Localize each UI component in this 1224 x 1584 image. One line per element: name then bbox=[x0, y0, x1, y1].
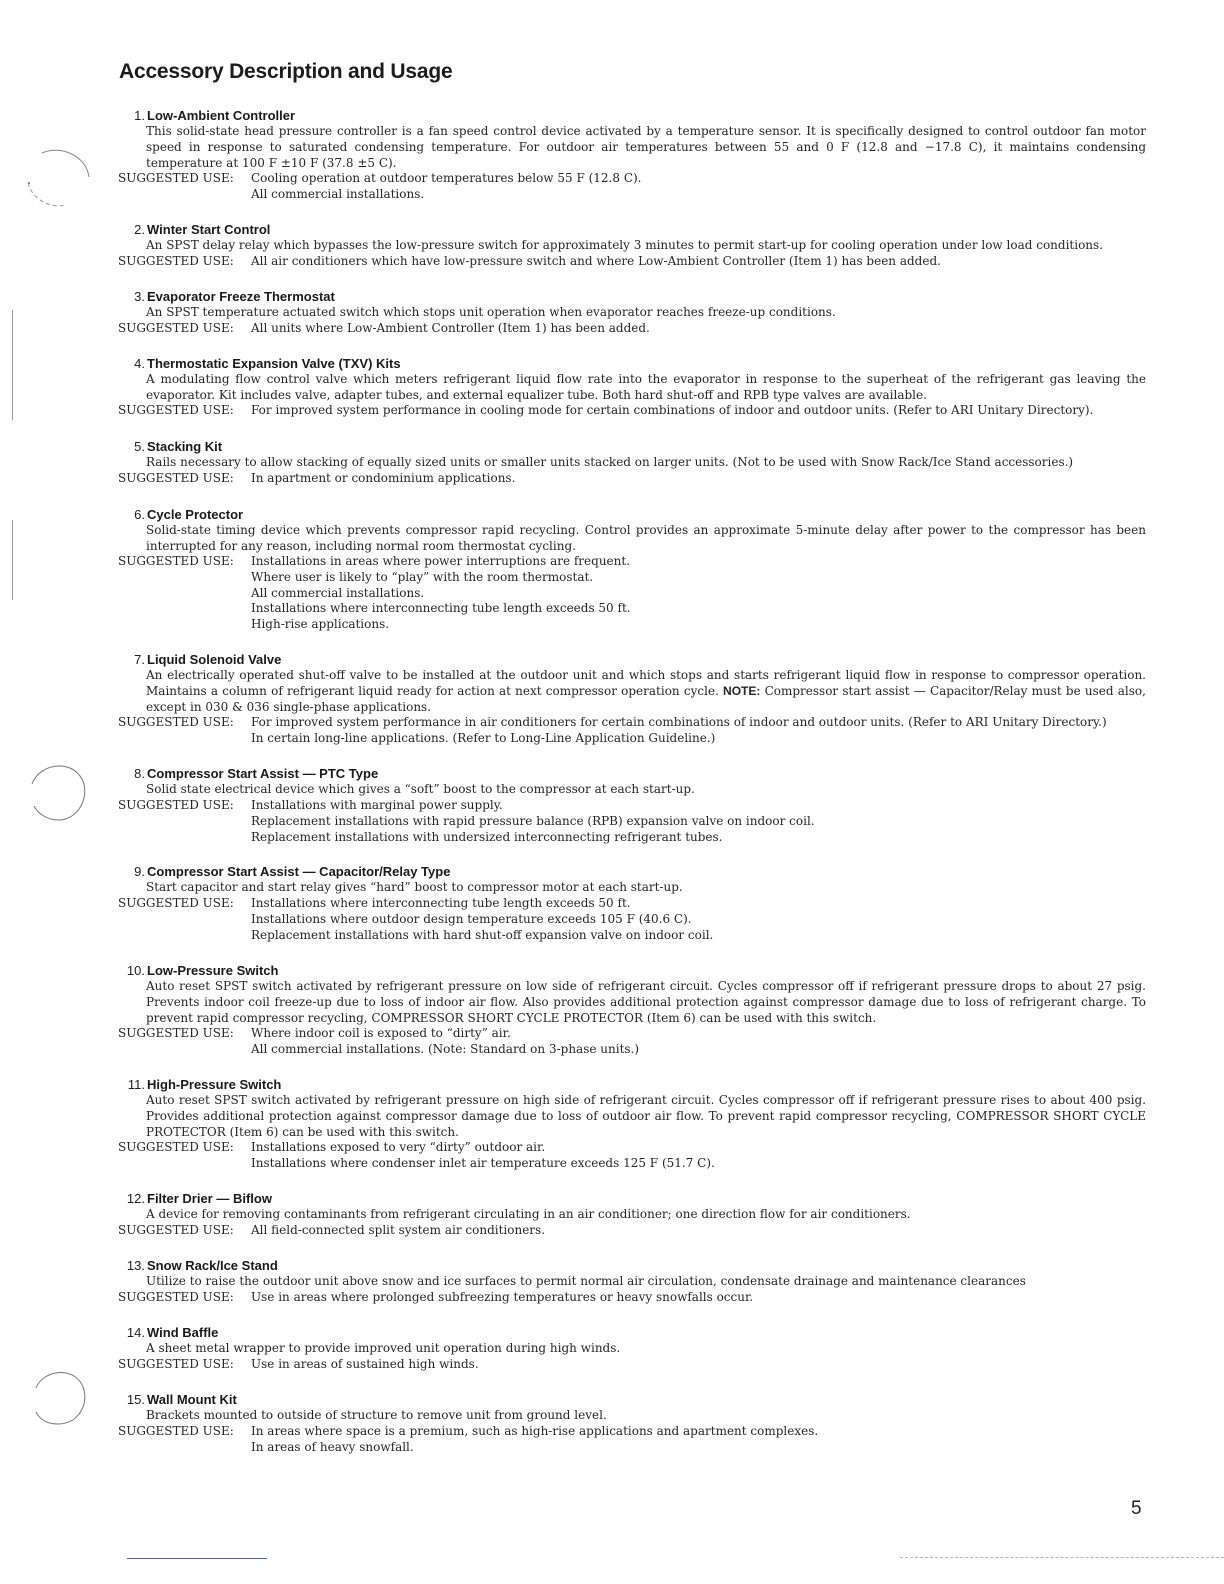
suggested-use-lines bbox=[251, 896, 1148, 943]
item-title: Liquid Solenoid Valve bbox=[147, 652, 282, 667]
suggested-use-lines bbox=[251, 798, 1148, 845]
item-number: 1. bbox=[134, 108, 145, 123]
suggested-use-line: Where indoor coil is exposed to “dirty” air. bbox=[251, 1026, 511, 1040]
item-title: Cycle Protector bbox=[147, 507, 244, 522]
item-heading bbox=[115, 1077, 281, 1093]
page-title: Accessory Description and Usage bbox=[119, 60, 453, 83]
item-description: This solid-state head pressure controller is a fan speed control device activated by a temperature sensor. It is specifically designed to control outdoor fan motor speed in response to saturated condensing temperature. For outdoor air temperatures between 55 and 0 F (12.8 and −17.8 C), it maintains condensing temperature at 100 F ±10 F (37.8 ±5 C). bbox=[146, 124, 1146, 170]
suggested-use-line: All air conditioners which have low-pressure switch and where Low-Ambient Controller (Item 1) has been added. bbox=[251, 254, 941, 268]
suggested-use-line: All commercial installations. (Note: Standard on 3-phase units.) bbox=[251, 1041, 640, 1056]
suggested-use-label: SUGGESTED USE: bbox=[118, 1357, 234, 1371]
suggested-use-line: In areas where space is a premium, such as high-rise applications and apartment complexes. bbox=[251, 1424, 819, 1438]
left-edge-mark bbox=[12, 520, 13, 600]
left-edge-mark bbox=[12, 310, 13, 420]
item-heading bbox=[115, 1191, 272, 1207]
item-description: Brackets mounted to outside of structure to remove unit from ground level. bbox=[146, 1408, 607, 1422]
suggested-use-label: SUGGESTED USE: bbox=[118, 254, 234, 268]
suggested-use-label: SUGGESTED USE: bbox=[118, 1290, 234, 1304]
suggested-use-label: SUGGESTED USE: bbox=[118, 798, 234, 812]
item-heading bbox=[115, 108, 295, 124]
suggested-use-label: SUGGESTED USE: bbox=[118, 715, 234, 729]
suggested-use-lines bbox=[251, 403, 1148, 419]
suggested-use-line: Use in areas of sustained high winds. bbox=[251, 1357, 479, 1371]
item-description: Auto reset SPST switch activated by refrigerant pressure on high side of refrigerant circuit. Cycles compressor off if refrigerant pressure rises to about 400 psig. Provides additional protection against compressor damage due to loss of outdoor air flow. To prevent rapid compressor recycling, COMPRESSOR SHORT CYCLE PROTECTOR (Item 6) can be used with this switch. bbox=[146, 1093, 1146, 1139]
item-number: 5. bbox=[134, 439, 145, 454]
suggested-use-line: Installations in areas where power interruptions are frequent. bbox=[251, 554, 631, 568]
item-description: Start capacitor and start relay gives “hard” boost to compressor motor at each start-up. bbox=[146, 880, 683, 894]
item-description: A modulating flow control valve which meters refrigerant liquid flow rate into the evaporator in response to the superheat of the refrigerant gas leaving the evaporator. Kit includes valve, adapter tubes, and external equalizer tube. Both hard shut-off and RPB type valves are available. bbox=[146, 372, 1146, 402]
suggested-use-lines bbox=[251, 1140, 1148, 1172]
page-number: 5 bbox=[1131, 1498, 1142, 1519]
suggested-use-lines bbox=[251, 715, 1148, 747]
item-title: Compressor Start Assist — Capacitor/Relay Type bbox=[147, 864, 451, 879]
item-title: Wind Baffle bbox=[147, 1325, 219, 1340]
item-number: 4. bbox=[134, 356, 145, 371]
suggested-use-line: Where user is likely to “play” with the room thermostat. bbox=[251, 569, 594, 584]
item-number: 8. bbox=[134, 766, 145, 781]
suggested-use-label: SUGGESTED USE: bbox=[118, 554, 234, 568]
suggested-use-line: All units where Low-Ambient Controller (Item 1) has been added. bbox=[251, 321, 650, 335]
footer-divider bbox=[900, 1557, 1224, 1558]
item-heading bbox=[115, 439, 222, 455]
item-title: Low-Pressure Switch bbox=[147, 963, 279, 978]
item-description: A sheet metal wrapper to provide improved unit operation during high winds. bbox=[146, 1341, 621, 1355]
item-title: Thermostatic Expansion Valve (TXV) Kits bbox=[147, 356, 401, 371]
note-text: Compressor start assist — Capacitor/Relay must be used also, except in 030 & 036 single-phase applications. bbox=[146, 683, 1146, 714]
item-title: Stacking Kit bbox=[147, 439, 223, 454]
footer-rule bbox=[127, 1558, 267, 1559]
suggested-use-lines bbox=[251, 1223, 1148, 1239]
suggested-use-line: High-rise applications. bbox=[251, 617, 390, 632]
suggested-use-line: For improved system performance in air conditioners for certain combinations of indoor and outdoor units. (Refer to ARI Unitary Directory.) bbox=[251, 715, 1107, 729]
item-heading bbox=[115, 1392, 237, 1408]
suggested-use-line: Installations where outdoor design temperature exceeds 105 F (40.6 C). bbox=[251, 911, 692, 926]
item-title: Winter Start Control bbox=[147, 222, 271, 237]
suggested-use-lines bbox=[251, 171, 1148, 203]
suggested-use-label: SUGGESTED USE: bbox=[118, 403, 234, 417]
suggested-use-line: Installations where interconnecting tube length exceeds 50 ft. bbox=[251, 896, 631, 910]
item-title: Evaporator Freeze Thermostat bbox=[147, 289, 335, 304]
item-heading bbox=[115, 766, 378, 782]
item-number: 3. bbox=[134, 289, 145, 304]
item-description: An SPST temperature actuated switch which stops unit operation when evaporator reaches freeze-up conditions. bbox=[146, 305, 836, 319]
item-number: 12. bbox=[126, 1191, 145, 1206]
item-heading bbox=[115, 289, 335, 305]
suggested-use-line: Use in areas where prolonged subfreezing temperatures or heavy snowfalls occur. bbox=[251, 1290, 754, 1304]
suggested-use-lines bbox=[251, 1290, 1148, 1306]
item-heading bbox=[115, 963, 278, 979]
suggested-use-label: SUGGESTED USE: bbox=[118, 1424, 234, 1438]
suggested-use-label: SUGGESTED USE: bbox=[118, 321, 234, 335]
suggested-use-line: Cooling operation at outdoor temperatures below 55 F (12.8 C). bbox=[251, 171, 642, 185]
item-heading bbox=[115, 1325, 218, 1341]
description-text: An electrically operated shut-off valve to be installed at the outdoor unit and which stops and starts refrigerant liquid flow in response to compressor operation. Maintains a column of refrigerant liquid ready for action at next compressor operation cycle. bbox=[146, 668, 1146, 698]
suggested-use-label: SUGGESTED USE: bbox=[118, 471, 234, 485]
item-description: Solid-state timing device which prevents compressor rapid recycling. Control provides an approximate 5-minute delay after power to the compressor has been interrupted for any reason, including normal room thermostat cycling. bbox=[146, 523, 1146, 553]
item-number: 10. bbox=[126, 963, 145, 978]
suggested-use-line: All commercial installations. bbox=[251, 186, 425, 201]
suggested-use-lines bbox=[251, 321, 1148, 337]
suggested-use-lines bbox=[251, 554, 1148, 633]
item-description: Rails necessary to allow stacking of equally sized units or smaller units stacked on larger units. (Not to be used with Snow Rack/Ice Stand accessories.) bbox=[146, 455, 1074, 469]
suggested-use-lines bbox=[251, 1357, 1148, 1373]
item-number: 14. bbox=[126, 1325, 145, 1340]
item-number: 11. bbox=[127, 1077, 145, 1092]
suggested-use-line: Installations exposed to very “dirty” outdoor air. bbox=[251, 1140, 546, 1154]
suggested-use-line: Replacement installations with undersized interconnecting refrigerant tubes. bbox=[251, 829, 723, 844]
item-title: Wall Mount Kit bbox=[147, 1392, 237, 1407]
suggested-use-lines bbox=[251, 1026, 1148, 1058]
item-description: A device for removing contaminants from refrigerant circulating in an air conditioner; one direction flow for air conditioners. bbox=[146, 1207, 911, 1221]
item-number: 6. bbox=[134, 507, 145, 522]
item-number: 7. bbox=[134, 652, 145, 667]
item-description bbox=[146, 668, 1146, 715]
suggested-use-line: All commercial installations. bbox=[251, 585, 425, 600]
item-number: 15. bbox=[126, 1392, 145, 1407]
item-heading bbox=[115, 356, 401, 372]
suggested-use-label: SUGGESTED USE: bbox=[118, 1140, 234, 1154]
suggested-use-lines bbox=[251, 1424, 1148, 1456]
suggested-use-line: Installations where interconnecting tube length exceeds 50 ft. bbox=[251, 601, 631, 616]
suggested-use-line: Replacement installations with hard shut-off expansion valve on indoor coil. bbox=[251, 927, 714, 942]
note-label: NOTE: bbox=[723, 683, 761, 698]
item-description: Auto reset SPST switch activated by refrigerant pressure on low side of refrigerant circuit. Cycles compressor off if refrigerant pressure drops to about 27 psig. Prevents indoor coil freeze-up due to loss of indoor air flow. Also provides additional protection against compressor damage due to loss of refrigerant charge. To prevent rapid compressor recycling, COMPRESSOR SHORT CYCLE PROTECTOR (Item 6) can be used with this switch. bbox=[146, 979, 1146, 1025]
suggested-use-label: SUGGESTED USE: bbox=[118, 896, 234, 910]
item-title: Low-Ambient Controller bbox=[147, 108, 296, 123]
suggested-use-line: All field-connected split system air conditioners. bbox=[251, 1223, 546, 1237]
item-description: Utilize to raise the outdoor unit above snow and ice surfaces to permit normal air circulation, condensate drainage and maintenance clearances bbox=[146, 1274, 1026, 1288]
item-description: Solid state electrical device which gives a “soft” boost to the compressor at each start-up. bbox=[146, 782, 695, 796]
suggested-use-lines bbox=[251, 471, 1148, 487]
suggested-use-label: SUGGESTED USE: bbox=[118, 1026, 234, 1040]
item-description: An SPST delay relay which bypasses the low-pressure switch for approximately 3 minutes to permit start-up for cooling operation under low load conditions. bbox=[146, 238, 1104, 252]
item-heading bbox=[115, 652, 281, 668]
item-title: High-Pressure Switch bbox=[147, 1077, 282, 1092]
item-heading bbox=[115, 222, 270, 238]
item-title: Snow Rack/Ice Stand bbox=[147, 1258, 278, 1273]
punch-hole-top bbox=[20, 143, 96, 215]
suggested-use-label: SUGGESTED USE: bbox=[118, 171, 234, 185]
punch-hole-bottom bbox=[20, 1364, 96, 1436]
punch-hole-middle bbox=[20, 758, 96, 830]
suggested-use-line: Installations with marginal power supply. bbox=[251, 798, 503, 812]
item-number: 9. bbox=[134, 864, 145, 879]
item-heading bbox=[115, 1258, 278, 1274]
item-title: Filter Drier — Biflow bbox=[147, 1191, 272, 1206]
item-heading bbox=[115, 507, 243, 523]
item-heading bbox=[115, 864, 450, 880]
suggested-use-line: In certain long-line applications. (Refer to Long-Line Application Guideline.) bbox=[251, 730, 716, 745]
item-number: 2. bbox=[134, 222, 145, 237]
item-title: Compressor Start Assist — PTC Type bbox=[147, 766, 379, 781]
suggested-use-line: In areas of heavy snowfall. bbox=[251, 1439, 414, 1454]
suggested-use-line: In apartment or condominium applications. bbox=[251, 471, 516, 485]
suggested-use-line: Installations where condenser inlet air temperature exceeds 125 F (51.7 C). bbox=[251, 1155, 715, 1170]
suggested-use-line: For improved system performance in cooling mode for certain combinations of indoor and outdoor units. (Refer to ARI Unitary Directory). bbox=[251, 403, 1094, 417]
item-number: 13. bbox=[126, 1258, 145, 1273]
suggested-use-line: Replacement installations with rapid pressure balance (RPB) expansion valve on indoor coil. bbox=[251, 813, 815, 828]
suggested-use-label: SUGGESTED USE: bbox=[118, 1223, 234, 1237]
suggested-use-lines bbox=[251, 254, 1148, 270]
